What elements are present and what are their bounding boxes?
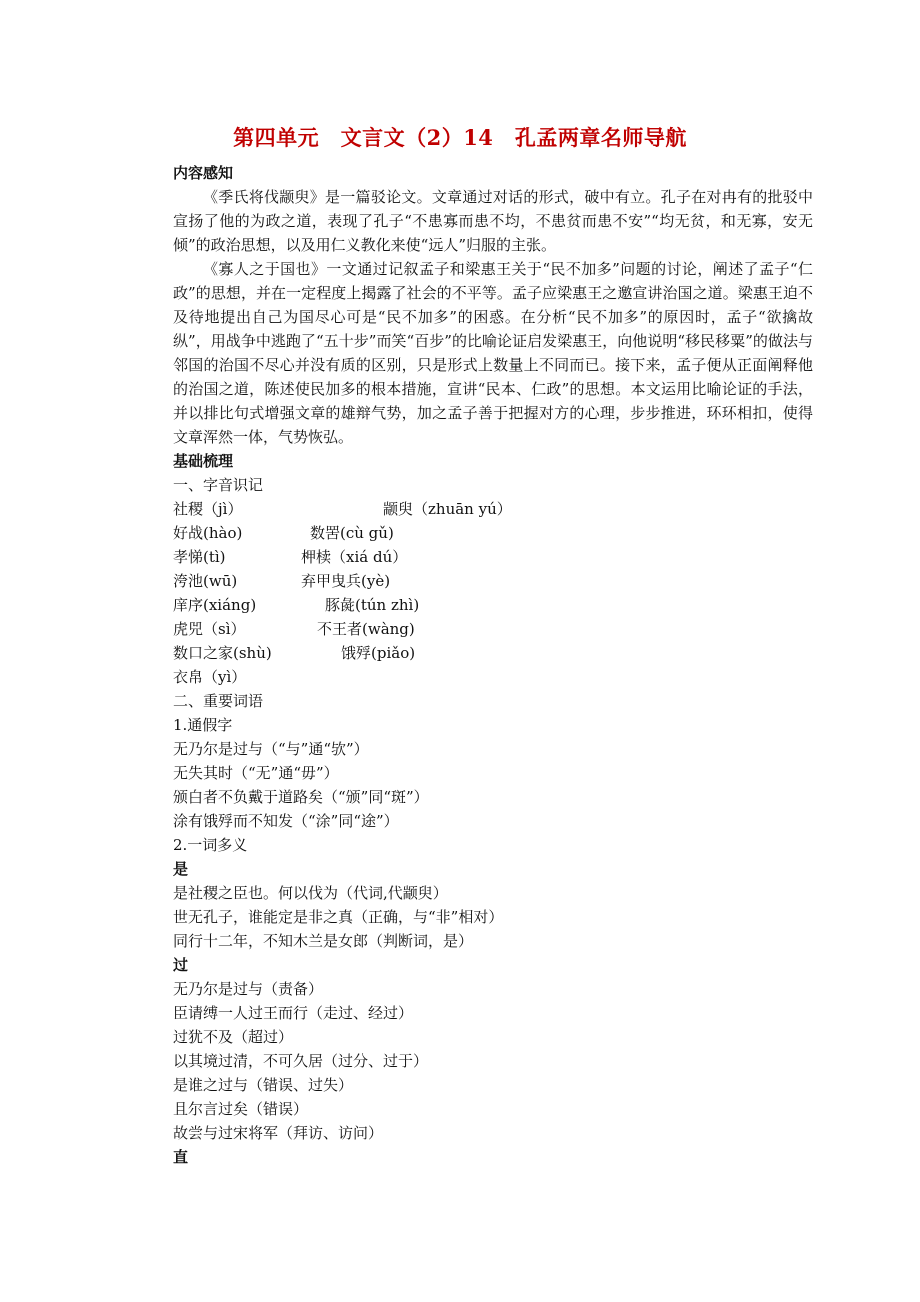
subheading-tongjia: 1.通假字 <box>173 716 233 734</box>
list-item: 是谁之过与（错误、过失） <box>173 1076 354 1094</box>
list-item: 臣请缚一人过王而行（走过、经过） <box>173 1004 414 1022</box>
term: 虎兕（sì） <box>173 620 246 638</box>
term: 豚彘(tún zhì) <box>325 596 420 614</box>
term: 数口之家(shù) <box>173 644 272 662</box>
list-item: 且尔言过矣（错误） <box>173 1100 309 1118</box>
list-item: 世无孔子，谁能定是非之真（正确，与“非”相对） <box>173 908 504 926</box>
pronunciation-row <box>173 593 813 617</box>
section-heading-basics: 基础梳理 <box>173 452 234 470</box>
list-item: 是社稷之臣也。何以伐为（代词,代颛臾） <box>173 884 448 902</box>
pronunciation-row <box>173 497 813 521</box>
term: 好战(hào) <box>173 524 243 542</box>
list-item: 无乃尔是过与（“与”通“欤”） <box>173 740 369 758</box>
keyword-guo: 过 <box>173 956 189 974</box>
document-body <box>173 161 813 1169</box>
content-paragraphs <box>173 185 813 449</box>
list-item: 颁白者不负戴于道路矣（“颁”同“斑”） <box>173 788 429 806</box>
list-item: 同行十二年，不知木兰是女郎（判断词，是） <box>173 932 474 950</box>
pronunciation-row <box>173 545 813 569</box>
section-heading-content: 内容感知 <box>173 164 234 182</box>
document-title: 第四单元 文言文（2）14 孔孟两章名师导航 <box>233 125 687 150</box>
term: 数罟(cù gǔ) <box>310 524 394 542</box>
term: 饿殍(piǎo) <box>341 644 416 662</box>
paragraph: 《季氏将伐颛臾》是一篇驳论文。文章通过对话的形式，破中有立。孔子在对冉有的批驳中宣扬了他的为政之道，表现了孔子“不患寡而患不均，不患贫而患不安”“均无贫，和无寡，安无倾”的政治思想，以及用仁义教化来使“远人”归服的主张。 <box>173 188 813 254</box>
pronunciation-row <box>173 641 813 665</box>
keyword-zhi: 直 <box>173 1148 189 1166</box>
pronunciation-row <box>173 521 813 545</box>
paragraph: 《寡人之于国也》一文通过记叙孟子和梁惠王关于“民不加多”问题的讨论，阐述了孟子“仁政”的思想，并在一定程度上揭露了社会的不平等。孟子应梁惠王之邀宣讲治国之道。梁惠王迫不及待地提出自己为国尽心可是“民不加多”的困惑。在分析“民不加多”的原因时，孟子“欲擒故纵”，用战争中逃跑了“五十步”而笑“百步”的比喻论证启发梁惠王，向他说明“移民移粟”的做法与邻国的治国不尽心并没有质的区别，只是形式上数量上不同而已。接下来，孟子便从正面阐释他的治国之道，陈述使民加多的根本措施，宣讲“民本、仁政”的思想。本文运用比喻论证的手法，并以排比句式增强文章的雄辩气势，加之孟子善于把握对方的心理，步步推进，环环相扣，使得文章浑然一体，气势恢弘。 <box>173 260 813 446</box>
list-item: 无失其时（“无”通“毋”） <box>173 764 339 782</box>
term: 孝悌(tì) <box>173 548 226 566</box>
term: 社稷（jì） <box>173 500 243 518</box>
subheading-pronunciation: 一、字音识记 <box>173 476 264 494</box>
term: 洿池(wū) <box>173 572 238 590</box>
subheading-vocabulary: 二、重要词语 <box>173 692 264 710</box>
keyword-shi: 是 <box>173 860 189 878</box>
subheading-polysemy: 2.一词多义 <box>173 836 248 854</box>
list-item: 过犹不及（超过） <box>173 1028 294 1046</box>
list-item: 故尝与过宋将军（拜访、访问） <box>173 1124 384 1142</box>
list-item: 无乃尔是过与（责备） <box>173 980 324 998</box>
term: 不王者(wàng) <box>317 620 415 638</box>
term: 颛臾（zhuān yú） <box>383 500 512 518</box>
list-item: 涂有饿殍而不知发（“涂”同“途”） <box>173 812 399 830</box>
term: 弃甲曳兵(yè) <box>301 572 391 590</box>
term: 庠序(xiáng) <box>173 596 257 614</box>
pronunciation-row <box>173 617 813 641</box>
term: 柙椟（xiá dú） <box>301 548 408 566</box>
list-item: 以其境过清，不可久居（过分、过于） <box>173 1052 429 1070</box>
pronunciation-single: 衣帛（yì） <box>173 668 247 686</box>
pronunciation-row <box>173 569 813 593</box>
